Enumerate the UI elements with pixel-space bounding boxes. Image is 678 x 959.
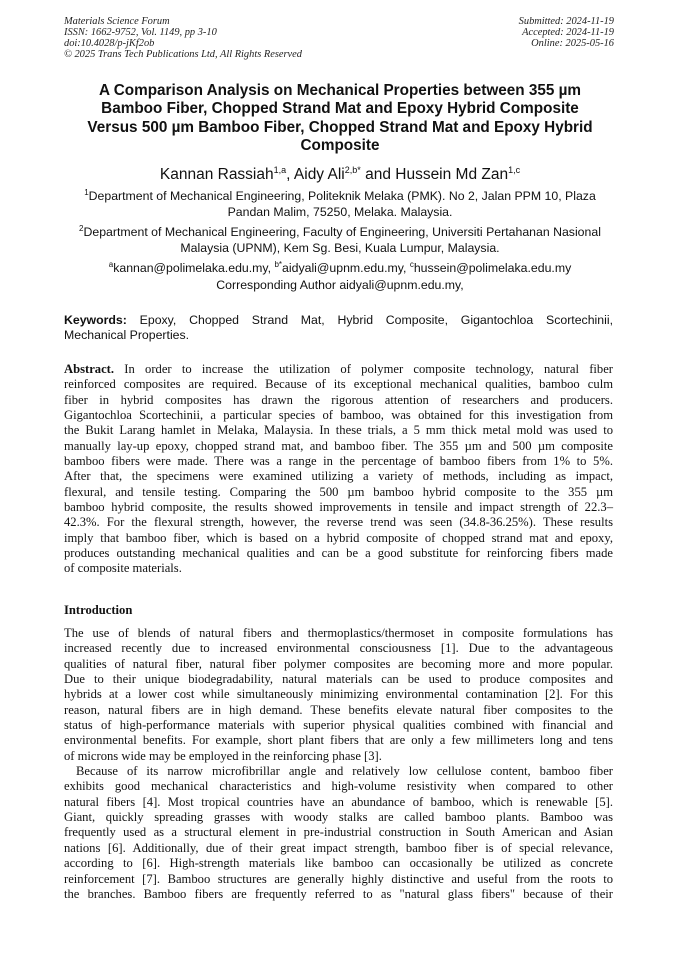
paragraph-line: increased recently due to increased environmental consciousness [1]. Due to the advantageous <box>64 641 613 656</box>
email: hussein@polimelaka.edu.my <box>413 261 572 276</box>
title-line: Bamboo Fiber, Chopped Strand Mat and Epoxy Hybrid Composite <box>101 100 579 118</box>
abstract <box>64 362 613 577</box>
paragraph-line: the branches. Bamboo fibers are frequently referred to as "natural glass fibers" because of their <box>64 886 613 901</box>
accepted-date: Accepted: 2024-11-19 <box>522 27 614 38</box>
author-sep: , <box>286 166 294 184</box>
paragraph-line: environmental benefits. For example, short plant fibers that are only a few millimeters long and tens <box>64 733 613 748</box>
paragraph-line: reason, natural fibers are in high demand. These benefits elevate natural fiber composites to the <box>64 702 613 717</box>
affiliation-1 <box>50 185 630 220</box>
paragraph-line: Giant, quickly spreading grasses with woody stalks are called bamboo plants. Bamboo was <box>64 810 613 825</box>
introduction-heading: Introduction <box>64 603 133 617</box>
paragraph-line: qualities of natural fiber, natural fiber polymer composites are becoming more and more popular. <box>64 656 613 671</box>
submitted-date: Submitted: 2024-11-19 <box>518 16 614 27</box>
abstract-line: imply that bamboo fiber, which is based on a hybrid composite of chopped strand mat and epoxy, <box>64 530 613 545</box>
issn: ISSN: 1662-9752, Vol. 1149, pp 3-10 <box>64 27 217 38</box>
copyright: © 2025 Trans Tech Publications Ltd, All Rights Reserved <box>64 49 302 60</box>
paragraph-line: hybrids at a lower cost while simultaneously minimizing environmental contamination [2]. For this <box>64 687 613 702</box>
abstract-line: fiber in hybrid composites has drawn the rigorous attention of researchers and producers. <box>64 392 613 407</box>
abstract-line: flexural, and tensile testing. Comparing the 500 µm bamboo hybrid composite to the 355 µm <box>64 484 613 499</box>
abstract-line: manually lay-up epoxy, chopped strand mat, and bamboo fiber. The 355 µm and 500 µm composite <box>64 438 613 453</box>
abstract-line: bamboo fibers were made. There was a range in the percentage of bamboo fibers from 1% to 5%. <box>64 454 613 469</box>
abstract-label: Abstract. <box>64 362 115 376</box>
dates-info <box>519 16 614 49</box>
aff-sup: 1 <box>84 188 89 197</box>
title-line: A Comparison Analysis on Mechanical Properties between 355 µm <box>98 82 582 99</box>
paragraph-line: according to [6]. High-strength materials like bamboo can occasionally be utilized as concrete <box>64 856 613 871</box>
corresponding-author: Corresponding Author aidyali@upnm.edu.my, <box>216 278 464 292</box>
keywords-line: Mechanical Properties. <box>64 328 190 342</box>
journal-info <box>64 16 302 60</box>
paragraph-line: reinforcement [7]. Bamboo structures are generally highly distinctive and useful from the roots to <box>64 871 613 886</box>
author-sup: 1,a <box>273 165 287 175</box>
email-sup: a <box>108 260 114 269</box>
email-sup: c <box>409 260 414 269</box>
aff-sup: 2 <box>79 224 84 233</box>
online-date: Online: 2025-05-16 <box>531 38 614 49</box>
keywords-line: Epoxy, Chopped Strand Mat, Hybrid Composite, Gigantochloa Scortechinii, <box>126 313 613 327</box>
abstract-line: the Bukit Larang hamlet in Melaka, Malaysia. In these trials, a 5 mm thick metal mold was used to <box>64 423 613 438</box>
keywords <box>64 313 613 343</box>
paragraph-line: Due to their unique biodegradability, natural materials can be used to produce composites and <box>64 672 613 687</box>
paragraph-line: Because of its narrow microfibrillar angle and relatively low cellulose content, bamboo fiber <box>76 764 613 779</box>
abstract-line: In order to increase the utilization of polymer composite technology, natural fiber <box>114 362 613 376</box>
paragraph-line: frequently used as a structural element in pre-industrial construction in South American and Asian <box>64 825 613 840</box>
abstract-line: reinforced composites are required. Because of its exceptional mechanical qualities, bamboo culm <box>64 377 613 392</box>
abstract-line: produces outstanding mechanical qualities and can be a good substitute for reinforcing fibers made <box>64 546 613 561</box>
paragraph <box>64 764 613 902</box>
doi: doi:10.4028/p-jKf2ob <box>64 38 155 49</box>
author-name: Hussein Md Zan <box>395 166 509 184</box>
paragraph-line: status of high-performance materials with superior physical qualities combined with financial and <box>64 718 613 733</box>
paragraph-line: natural fibers [4]. Most tropical countries have an abundance of bamboo, which is renewable [5]. <box>64 794 613 809</box>
paragraph <box>64 626 613 764</box>
keywords-label: Keywords: <box>64 313 127 327</box>
email: kannan@polimelaka.edu.my, <box>113 261 275 276</box>
paragraph-line: of microns wide may be employed in the reinforcing phase [3]. <box>64 748 382 763</box>
author-sup: 2,b* <box>344 165 361 175</box>
paragraph-line: exhibits good mechanical characteristics and high-volume resistivity when compared to other <box>64 779 613 794</box>
affiliation-2 <box>50 221 630 256</box>
paragraph-line: The use of blends of natural fibers and thermoplastics/thermoset in composite formulations has <box>64 626 613 640</box>
author-name: Aidy Ali <box>293 166 345 184</box>
email-sup: b* <box>274 260 283 269</box>
email: aidyali@upnm.edu.my, <box>282 261 410 276</box>
author-sup: 1,c <box>508 165 521 175</box>
author-name: Kannan Rassiah <box>159 166 274 184</box>
abstract-line: bamboo hybrid composite, the results showed improvements in tensile and impact strength of 22.3– <box>64 500 613 515</box>
introduction <box>64 603 613 902</box>
paper-title <box>50 82 630 156</box>
abstract-line: of composite materials. <box>64 561 182 576</box>
aff-line: Pandan Malim, 75250, Melaka. Malaysia. <box>227 204 453 219</box>
aff-line: Department of Mechanical Engineering, Faculty of Engineering, Universiti Pertahanan Nasional <box>83 225 601 240</box>
title-line: Composite <box>300 137 380 155</box>
title-line: Versus 500 µm Bamboo Fiber, Chopped Strand Mat and Epoxy Hybrid <box>87 118 593 136</box>
aff-line: Malaysia (UPNM), Kem Sg. Besi, Kuala Lumpur, Malaysia. <box>180 240 500 255</box>
aff-line: Department of Mechanical Engineering, Politeknik Melaka (PMK). No 2, Jalan PPM 10, Plaza <box>88 189 596 204</box>
abstract-line: 42.3%. For the flexural strength, however, the reverse trend was seen (34.8-36.25%). These results <box>64 515 613 530</box>
abstract-line: Gigantochloa Scortechinii, a particular species of bamboo, was obtained for this investigation from <box>64 408 613 423</box>
abstract-line: After that, the specimens were examined utilizing a variety of methods, including as impact, <box>64 469 613 484</box>
author-list <box>50 160 630 185</box>
paragraph-line: nations [6]. Additionally, due of their great impact strength, bamboo fiber is of special relevance, <box>64 840 613 855</box>
journal-name: Materials Science Forum <box>64 16 170 27</box>
emails <box>50 257 630 277</box>
author-sep: and <box>360 166 396 184</box>
